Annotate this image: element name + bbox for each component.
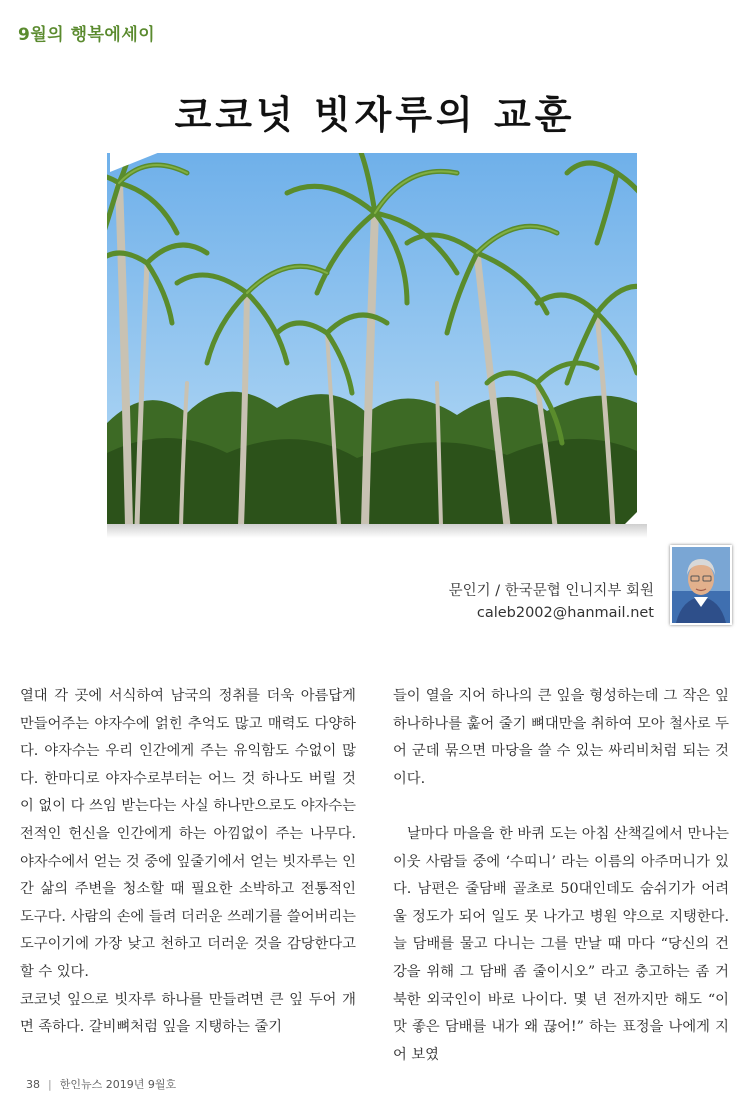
paragraph: 들이 열을 지어 하나의 큰 잎을 형성하는데 그 작은 잎 하나하나를 훑어 줄기 뼈대만을 취하여 모아 철사로 두어 군데 묶으면 마당을 쓸 수 있는 싸리비처럼 되는 것이다. bbox=[393, 688, 729, 787]
publication-name: 한인뉴스 2019년 9월호 bbox=[59, 1078, 177, 1091]
author-portrait-icon bbox=[670, 545, 732, 625]
page-footer bbox=[26, 1076, 176, 1092]
article-body-left bbox=[20, 683, 356, 1042]
section-label: 9월의 행복에세이 bbox=[18, 25, 156, 45]
photo-corner-fold bbox=[110, 150, 165, 172]
coconut-palm-photo bbox=[107, 153, 637, 526]
author-email: caleb2002@hanmail.net bbox=[476, 605, 654, 621]
article-body-right bbox=[393, 683, 729, 1069]
photo-shadow bbox=[107, 524, 647, 538]
author-name: 문인기 / 한국문협 인니지부 회원 bbox=[448, 583, 654, 599]
paragraph: 코코넛 잎으로 빗자루 하나를 만들려면 큰 잎 두어 개면 족하다. 갈비뼈처럼 잎을 지탱하는 줄기 bbox=[20, 991, 356, 1036]
page-number: 38 bbox=[26, 1078, 40, 1091]
paragraph: 날마다 마을을 한 바퀴 도는 아침 산책길에서 만나는 이웃 사람들 중에 ‘수띠니’ 라는 이름의 아주머니가 있다. 남편은 줄담배 골초로 50대인데도 숨쉬기가 어려울 정도가 되어 일도 못 나가고 병원 약으로 지탱한다. 늘 담배를 물고 다니는 그를 만날 때 마다 “당신의 건강을 위해 그 담배 좀 줄이시오” 라고 충고하는 좀 거북한 외국인이 바로 나이다. 몇 년 전까지만 해도 “이 맛 좋은 담배를 내가 왜 끊어!” 하는 표정을 나에게 지어 보였 bbox=[393, 825, 729, 1063]
paragraph: 열대 각 곳에 서식하여 남국의 정취를 더욱 아름답게 만들어주는 야자수에 얽힌 추억도 많고 매력도 다양하다. 야자수는 우리 인간에게 주는 유익함도 수없이 많다. 한마디로 야자수로부터는 어느 것 하나도 버릴 것이 없이 다 쓰임 받는다는 사실 하나만으로도 야자수는 전적인 헌신을 인간에게 하는 아낌없이 주는 나무다. 야자수에서 얻는 것 중에 잎줄기에서 얻는 빗자루는 인간 삶의 주변을 청소할 때 필요한 소박하고 전통적인 도구다. 사람의 손에 들려 더러운 쓰레기를 쓸어버리는 도구이기에 가장 낮고 천하고 더러운 것을 감당한다고 할 수 있다. bbox=[20, 688, 356, 980]
article-title: 코코넛 빗자루의 교훈 bbox=[174, 93, 576, 137]
palm-trees-illustration bbox=[107, 153, 637, 526]
author-info bbox=[449, 580, 654, 624]
footer-separator: | bbox=[48, 1078, 52, 1091]
